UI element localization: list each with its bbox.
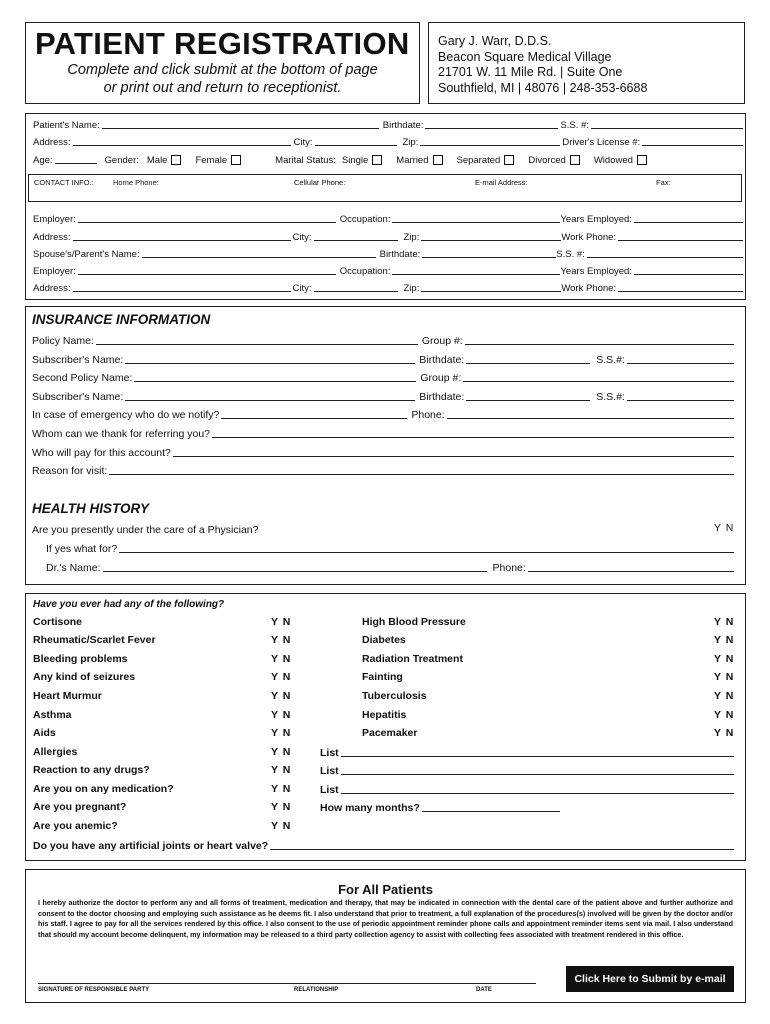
spouse-address-field[interactable] (73, 291, 291, 292)
spouse-occupation-field[interactable] (392, 274, 560, 275)
condition-cortisone: Cortisone (33, 616, 83, 628)
row-allergies-list (320, 745, 734, 759)
row-months (320, 800, 560, 814)
payer-field[interactable] (173, 456, 734, 457)
row-employer (33, 212, 743, 225)
male-checkbox[interactable] (171, 155, 181, 165)
row-employer-address (33, 230, 743, 243)
married-label: Married (396, 155, 429, 166)
spouse-ssn-label: S.S. #: (556, 249, 585, 260)
male-label: Male (146, 155, 168, 166)
condition-allergies: Allergies (33, 746, 78, 758)
yn-diabetes[interactable]: Y N (714, 634, 735, 646)
row-age-gender-marital (33, 153, 743, 166)
condition-pacemaker: Pacemaker (362, 727, 418, 739)
group-label: Group #: (421, 335, 463, 347)
subscriber-ssn-label: S.S.#: (596, 354, 625, 366)
second-policy-field[interactable] (134, 381, 416, 382)
dr-name-label: Dr.'s Name: (46, 562, 101, 574)
row-spouse (33, 247, 743, 260)
subscriber-2-field[interactable] (125, 400, 415, 401)
drugs-list-label: List (320, 765, 339, 777)
yn-drug-reaction[interactable]: Y N (271, 764, 292, 776)
yn-heart-murmur[interactable]: Y N (271, 690, 292, 702)
spouse-zip-label: Zip: (403, 283, 420, 294)
separated-checkbox[interactable] (504, 155, 514, 165)
row-patient-address (33, 135, 743, 148)
subscriber-2-ssn-field[interactable] (627, 400, 734, 401)
row-if-yes (46, 541, 734, 555)
employer-address-field[interactable] (73, 240, 291, 241)
payer-label: Who will pay for this account? (32, 447, 171, 459)
yn-anemic[interactable]: Y N (271, 820, 292, 832)
emergency-phone-label: Phone: (411, 409, 445, 421)
consent-heading: For All Patients (338, 882, 433, 897)
condition-rheumatic: Rheumatic/Scarlet Fever (33, 634, 156, 646)
row-payer (32, 445, 734, 459)
joints-field[interactable] (270, 849, 734, 850)
referral-field[interactable] (212, 437, 734, 438)
spouse-employer-field[interactable] (78, 274, 336, 275)
date-label: DATE (476, 987, 492, 993)
policy-label: Policy Name: (32, 335, 94, 347)
second-policy-label: Second Policy Name: (32, 372, 133, 384)
months-label: How many months? (320, 802, 420, 814)
address-label: Address: (33, 137, 71, 148)
practice-name: Beacon Square Medical Village (438, 49, 612, 64)
spouse-address-label: Address: (33, 283, 71, 294)
birthdate-field[interactable] (425, 128, 558, 129)
row-subscriber-2 (32, 389, 734, 403)
female-label: Female (195, 155, 228, 166)
fax-label[interactable]: Fax: (656, 178, 671, 187)
signature-label: SIGNATURE OF RESPONSIBLE PARTY (38, 987, 150, 993)
row-medication-list (320, 782, 734, 796)
spouse-city-field[interactable] (314, 291, 398, 292)
employer-city-field[interactable] (314, 240, 398, 241)
condition-hepatitis: Hepatitis (362, 709, 407, 721)
referral-label: Whom can we thank for referring you? (32, 428, 210, 440)
condition-blood-pressure: High Blood Pressure (362, 616, 466, 628)
yn-blood-pressure[interactable]: Y N (714, 616, 735, 628)
practice-street: 21701 W. 11 Mile Rd. | Suite One (438, 65, 623, 79)
row-referral (32, 426, 734, 440)
medication-list-field[interactable] (341, 793, 734, 794)
cell-phone-label[interactable]: Cellular Phone: (294, 178, 346, 187)
age-field[interactable] (55, 163, 97, 164)
physician-question: Are you presently under the care of a Physician? (32, 524, 259, 536)
employer-address-label: Address: (33, 232, 71, 243)
practice-city: Southfield, MI | 48076 | 248-353-6688 (438, 80, 648, 95)
spouse-work-phone-field[interactable] (618, 291, 743, 292)
subscriber-birthdate-label: Birthdate: (419, 354, 465, 366)
condition-asthma: Asthma (33, 709, 72, 721)
employer-city-label: City: (292, 232, 312, 243)
work-phone-field[interactable] (618, 240, 743, 241)
gender-label: Gender: (104, 155, 139, 166)
row-joints (33, 838, 734, 852)
work-phone-label: Work Phone: (561, 232, 617, 243)
spouse-employer-label: Employer: (33, 266, 76, 277)
zip-field[interactable] (420, 145, 560, 146)
dr-phone-field[interactable] (528, 571, 734, 572)
conditions-heading: Have you ever had any of the following? (33, 599, 225, 610)
condition-aids: Aids (33, 727, 56, 739)
row-subscriber (32, 352, 734, 366)
yn-pregnant[interactable]: Y N (271, 801, 292, 813)
row-reason (32, 463, 734, 477)
divorced-label: Divorced (528, 155, 566, 166)
condition-pregnant: Are you pregnant? (33, 801, 127, 813)
condition-tuberculosis: Tuberculosis (362, 690, 427, 702)
if-yes-label: If yes what for? (46, 543, 118, 555)
yn-medication[interactable]: Y N (271, 783, 292, 795)
condition-heart-murmur: Heart Murmur (33, 690, 102, 702)
second-group-field[interactable] (463, 381, 734, 382)
city-label: City: (293, 137, 313, 148)
yn-aids[interactable]: Y N (271, 727, 292, 739)
row-spouse-employer (33, 264, 743, 277)
years-employed-label: Years Employed: (560, 214, 632, 225)
row-dr-name (46, 560, 734, 574)
row-drugs-list (320, 763, 734, 777)
medication-list-label: List (320, 784, 339, 796)
home-phone-label[interactable]: Home Phone: (113, 178, 159, 187)
yn-hepatitis[interactable]: Y N (714, 709, 735, 721)
subscriber-label: Subscriber's Name: (32, 354, 124, 366)
spouse-years-label: Years Employed: (560, 266, 632, 277)
doctor-name: Gary J. Warr, D.D.S. (438, 34, 552, 48)
row-second-policy (32, 370, 734, 384)
employer-field[interactable] (78, 222, 336, 223)
condition-anemic: Are you anemic? (33, 820, 118, 832)
row-emergency (32, 407, 734, 421)
condition-medication: Are you on any medication? (33, 783, 174, 795)
emergency-label: In case of emergency who do we notify? (32, 409, 220, 421)
single-checkbox[interactable] (372, 155, 382, 165)
condition-diabetes: Diabetes (362, 634, 406, 646)
page-title: PATIENT REGISTRATION (35, 26, 410, 61)
policy-field[interactable] (96, 344, 418, 345)
employer-zip-field[interactable] (421, 240, 561, 241)
license-field[interactable] (642, 145, 743, 146)
spouse-field[interactable] (142, 257, 376, 258)
widowed-checkbox[interactable] (637, 155, 647, 165)
married-checkbox[interactable] (433, 155, 443, 165)
widowed-label: Widowed (593, 155, 633, 166)
subtitle-line-1: Complete and click submit at the bottom of page (67, 62, 378, 78)
subscriber-birthdate-field[interactable] (466, 363, 590, 364)
signature-line[interactable] (38, 983, 536, 984)
yn-tuberculosis[interactable]: Y N (714, 690, 735, 702)
relationship-label: RELATIONSHIP (294, 987, 339, 993)
yn-cortisone[interactable]: Y N (271, 616, 292, 628)
if-yes-field[interactable] (119, 552, 734, 553)
subscriber-ssn-field[interactable] (627, 363, 734, 364)
email-label[interactable]: E-mail Address: (475, 178, 528, 187)
spouse-birthdate-label: Birthdate: (379, 249, 421, 260)
allergies-list-field[interactable] (341, 756, 734, 757)
employer-label: Employer: (33, 214, 76, 225)
practice-address (438, 34, 647, 96)
yn-pacemaker[interactable]: Y N (714, 727, 735, 739)
license-label: Driver's License #: (562, 137, 641, 148)
months-field[interactable] (422, 811, 560, 812)
yn-fainting[interactable]: Y N (714, 671, 735, 683)
reason-field[interactable] (109, 474, 734, 475)
condition-radiation: Radiation Treatment (362, 653, 463, 665)
condition-drug-reaction: Reaction to any drugs? (33, 764, 150, 776)
dr-name-field[interactable] (103, 571, 487, 572)
emergency-field[interactable] (221, 418, 407, 419)
spouse-years-field[interactable] (634, 274, 743, 275)
divorced-checkbox[interactable] (570, 155, 580, 165)
subscriber-2-birthdate-field[interactable] (466, 400, 590, 401)
occupation-label: Occupation: (339, 214, 391, 225)
subscriber-field[interactable] (125, 363, 415, 364)
yn-asthma[interactable]: Y N (271, 709, 292, 721)
emergency-phone-field[interactable] (447, 418, 734, 419)
employer-zip-label: Zip: (403, 232, 420, 243)
patient-name-field[interactable] (102, 128, 379, 129)
subscriber-2-ssn-label: S.S.#: (596, 391, 625, 403)
allergies-list-label: List (320, 747, 339, 759)
health-heading: HEALTH HISTORY (32, 501, 150, 516)
yn-seizures[interactable]: Y N (271, 671, 292, 683)
subtitle-line-2: or print out and return to receptionist. (103, 80, 342, 96)
second-group-label: Group #: (420, 372, 462, 384)
spouse-ssn-field[interactable] (587, 257, 743, 258)
drugs-list-field[interactable] (341, 774, 734, 775)
physician-yn[interactable]: Y N (714, 522, 735, 534)
spouse-label: Spouse's/Parent's Name: (33, 249, 140, 260)
city-field[interactable] (315, 145, 397, 146)
subscriber-2-label: Subscriber's Name: (32, 391, 124, 403)
occupation-field[interactable] (392, 222, 560, 223)
row-policy (32, 333, 734, 347)
reason-label: Reason for visit: (32, 465, 108, 477)
address-field[interactable] (73, 145, 291, 146)
submit-email-button[interactable]: Click Here to Submit by e-mail (566, 966, 734, 992)
spouse-city-label: City: (292, 283, 312, 294)
insurance-heading: INSURANCE INFORMATION (32, 312, 211, 327)
age-label: Age: (33, 155, 53, 166)
patient-name-label: Patient's Name: (33, 120, 100, 131)
row-patient-name (33, 118, 743, 131)
birthdate-label: Birthdate: (382, 120, 424, 131)
single-label: Single (341, 155, 369, 166)
ssn-label: S.S. #: (560, 120, 589, 131)
years-employed-field[interactable] (634, 222, 743, 223)
female-checkbox[interactable] (231, 155, 241, 165)
subscriber-2-birthdate-label: Birthdate: (419, 391, 465, 403)
joints-label: Do you have any artificial joints or heart valve? (33, 840, 269, 852)
spouse-work-phone-label: Work Phone: (561, 283, 617, 294)
spouse-zip-field[interactable] (421, 291, 561, 292)
marital-label: Marital Status: (275, 155, 336, 166)
yn-bleeding[interactable]: Y N (271, 653, 292, 665)
yn-rheumatic[interactable]: Y N (271, 634, 292, 646)
separated-label: Separated (456, 155, 501, 166)
row-spouse-address (33, 281, 743, 294)
condition-bleeding: Bleeding problems (33, 653, 128, 665)
condition-fainting: Fainting (362, 671, 403, 683)
contact-info-label: CONTACT INFO.: (34, 178, 94, 187)
yn-allergies[interactable]: Y N (271, 746, 292, 758)
row-physician-question (32, 522, 734, 536)
dr-phone-label: Phone: (492, 562, 526, 574)
yn-radiation[interactable]: Y N (714, 653, 735, 665)
ssn-field[interactable] (591, 128, 743, 129)
zip-label: Zip: (402, 137, 419, 148)
group-field[interactable] (465, 344, 734, 345)
spouse-occupation-label: Occupation: (339, 266, 391, 277)
consent-text: I hereby authorize the doctor to perform any and all forms of treatment, medication and therapy, that may be indicated in connection with the dental care of the patient above and further authorize and consent to the doctor choosing and employing such assistance as he deems fit. I also understand that prior to treatment, a full explanation of the procedures(s) involved will be given by the doctor and/or his staff. I agree to pay for all the services rendered by this office. I also consent to the use of periodic appointment reminder phone calls and appointment reminder items sent via mail. I also understand that should my account become delinquent, my information may be released to a third party collection agency to assist with collecting fees associated with treatment rendered in this office. (38, 898, 733, 939)
condition-seizures: Any kind of seizures (33, 671, 136, 683)
spouse-birthdate-field[interactable] (422, 257, 556, 258)
